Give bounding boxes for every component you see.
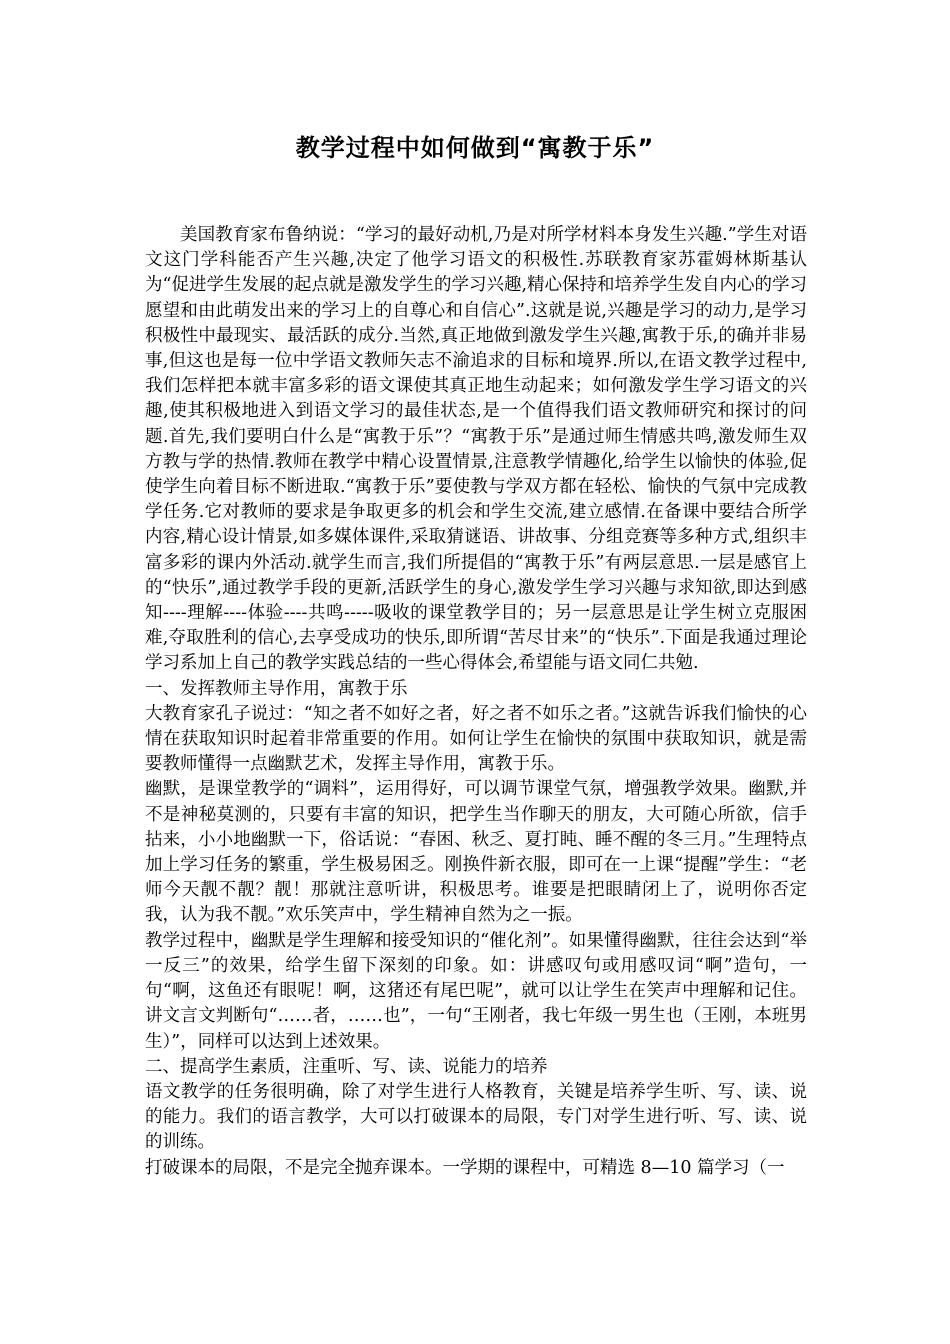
document-body bbox=[145, 223, 807, 1181]
body-paragraph: 教学过程中，幽默是学生理解和接受知识的“催化剂”。如果懂得幽默，往往会达到“举一反三”的效果，给学生留下深刻的印象。如：讲感叹句或用感叹词“啊”造句，一句“啊，这鱼还有眼呢！啊，这猪还有尾巴呢”，就可以让学生在笑声中理解和记住。讲文言文判断句“……者，……也”，一句“王刚者，我七年级一男生也（王刚，本班男生）”，同样可以达到上述效果。 bbox=[145, 930, 807, 1052]
document-title: 教学过程中如何做到“寓教于乐” bbox=[295, 134, 655, 162]
section-heading-2: 二、提高学生素质，注重听、写、读、说能力的培养 bbox=[145, 1056, 548, 1077]
section-heading-1: 一、发挥教师主导作用，寓教于乐 bbox=[145, 678, 408, 699]
intro-paragraph: 美国教育家布鲁纳说：“学习的最好动机,乃是对所学材料本身发生兴趣.”学生对语文这门学科能否产生兴趣,决定了他学习语文的积极性.苏联教育家苏霍姆林斯基认为“促进学生发展的起点就是激发学生的学习兴趣,精心保持和培养学生发自内心的学习愿望和由此萌发出来的学习上的自尊心和自信心”.这就是说,兴趣是学习的动力,是学习积极性中最现实、最活跃的成分.当然,真正地做到激发学生兴趣,寓教于乐,的确并非易事,但这也是每一位中学语文教师矢志不渝追求的目标和境界.所以,在语文教学过程中,我们怎样把本就丰富多彩的语文课使其真正地生动起来；如何激发学生学习语文的兴趣,使其积极地进入到语文学习的最佳状态,是一个值得我们语文教师研究和探讨的问题.首先,我们要明白什么是“寓教于乐”？“寓教于乐”是通过师生情感共鸣,激发师生双方教与学的热情.教师在教学中精心设置情景,注意教学情趣化,给学生以愉快的体验,促使学生向着目标不断进取.“寓教于乐”要使教与学双方都在轻松、愉快的气氛中完成教学任务.它对教师的要求是争取更多的机会和学生交流,建立感情.在备课中要结合所学内容,精心设计情景,如多媒体课件,采取猜谜语、讲故事、分组竞赛等多种方式,组织丰富多彩的课内外活动.就学生而言,我们所提倡的“寓教于乐”有两层意思.一层是感官上的“快乐”,通过教学手段的更新,活跃学生的身心,激发学生学习兴趣与求知欲,即达到感知----理解----体验----共鸣-----吸收的课堂教学目的；另一层意思是让学生树立克服困难,夺取胜利的信心,去享受成功的快乐,即所谓“苦尽甘来”的“快乐”.下面是我通过理论学习系加上自己的教学实践总结的一些心得体会,希望能与语文同仁共勉. bbox=[145, 225, 808, 674]
body-paragraph: 大教育家孔子说过：“知之者不如好之者，好之者不如乐之者。”这就告诉我们愉快的心情在获取知识时起着非常重要的作用。如何让学生在愉快的氛围中获取知识，就是需要教师懂得一点幽默艺术，发挥主导作用，寓教于乐。 bbox=[145, 703, 807, 775]
body-paragraph: 语文教学的任务很明确，除了对学生进行人格教育，关键是培养学生听、写、读、说的能力。我们的语言教学，大可以打破课本的局限，专门对学生进行听、写、读、说的训练。 bbox=[145, 1081, 807, 1153]
body-paragraph: 幽默，是课堂教学的“调料”，运用得好，可以调节课堂气氛，增强教学效果。幽默,并不是神秘莫测的，只要有丰富的知识，把学生当作聊天的朋友，大可随心所欲，信手拈来，小小地幽默一下，俗话说：“春困、秋乏、夏打盹、睡不醒的冬三月。”生理特点加上学习任务的繁重，学生极易困乏。刚换件新衣服，即可在一上课“提醒”学生：“老师今天靓不靓？靓！那就注意听讲，积极思考。谁要是把眼睛闭上了，说明你否定我，认为我不靓。”欢乐笑声中，学生精神自然为之一振。 bbox=[145, 779, 807, 926]
body-paragraph: 打破课本的局限，不是完全抛弃课本。一学期的课程中，可精选 8—10 篇学习（一 bbox=[145, 1157, 785, 1178]
